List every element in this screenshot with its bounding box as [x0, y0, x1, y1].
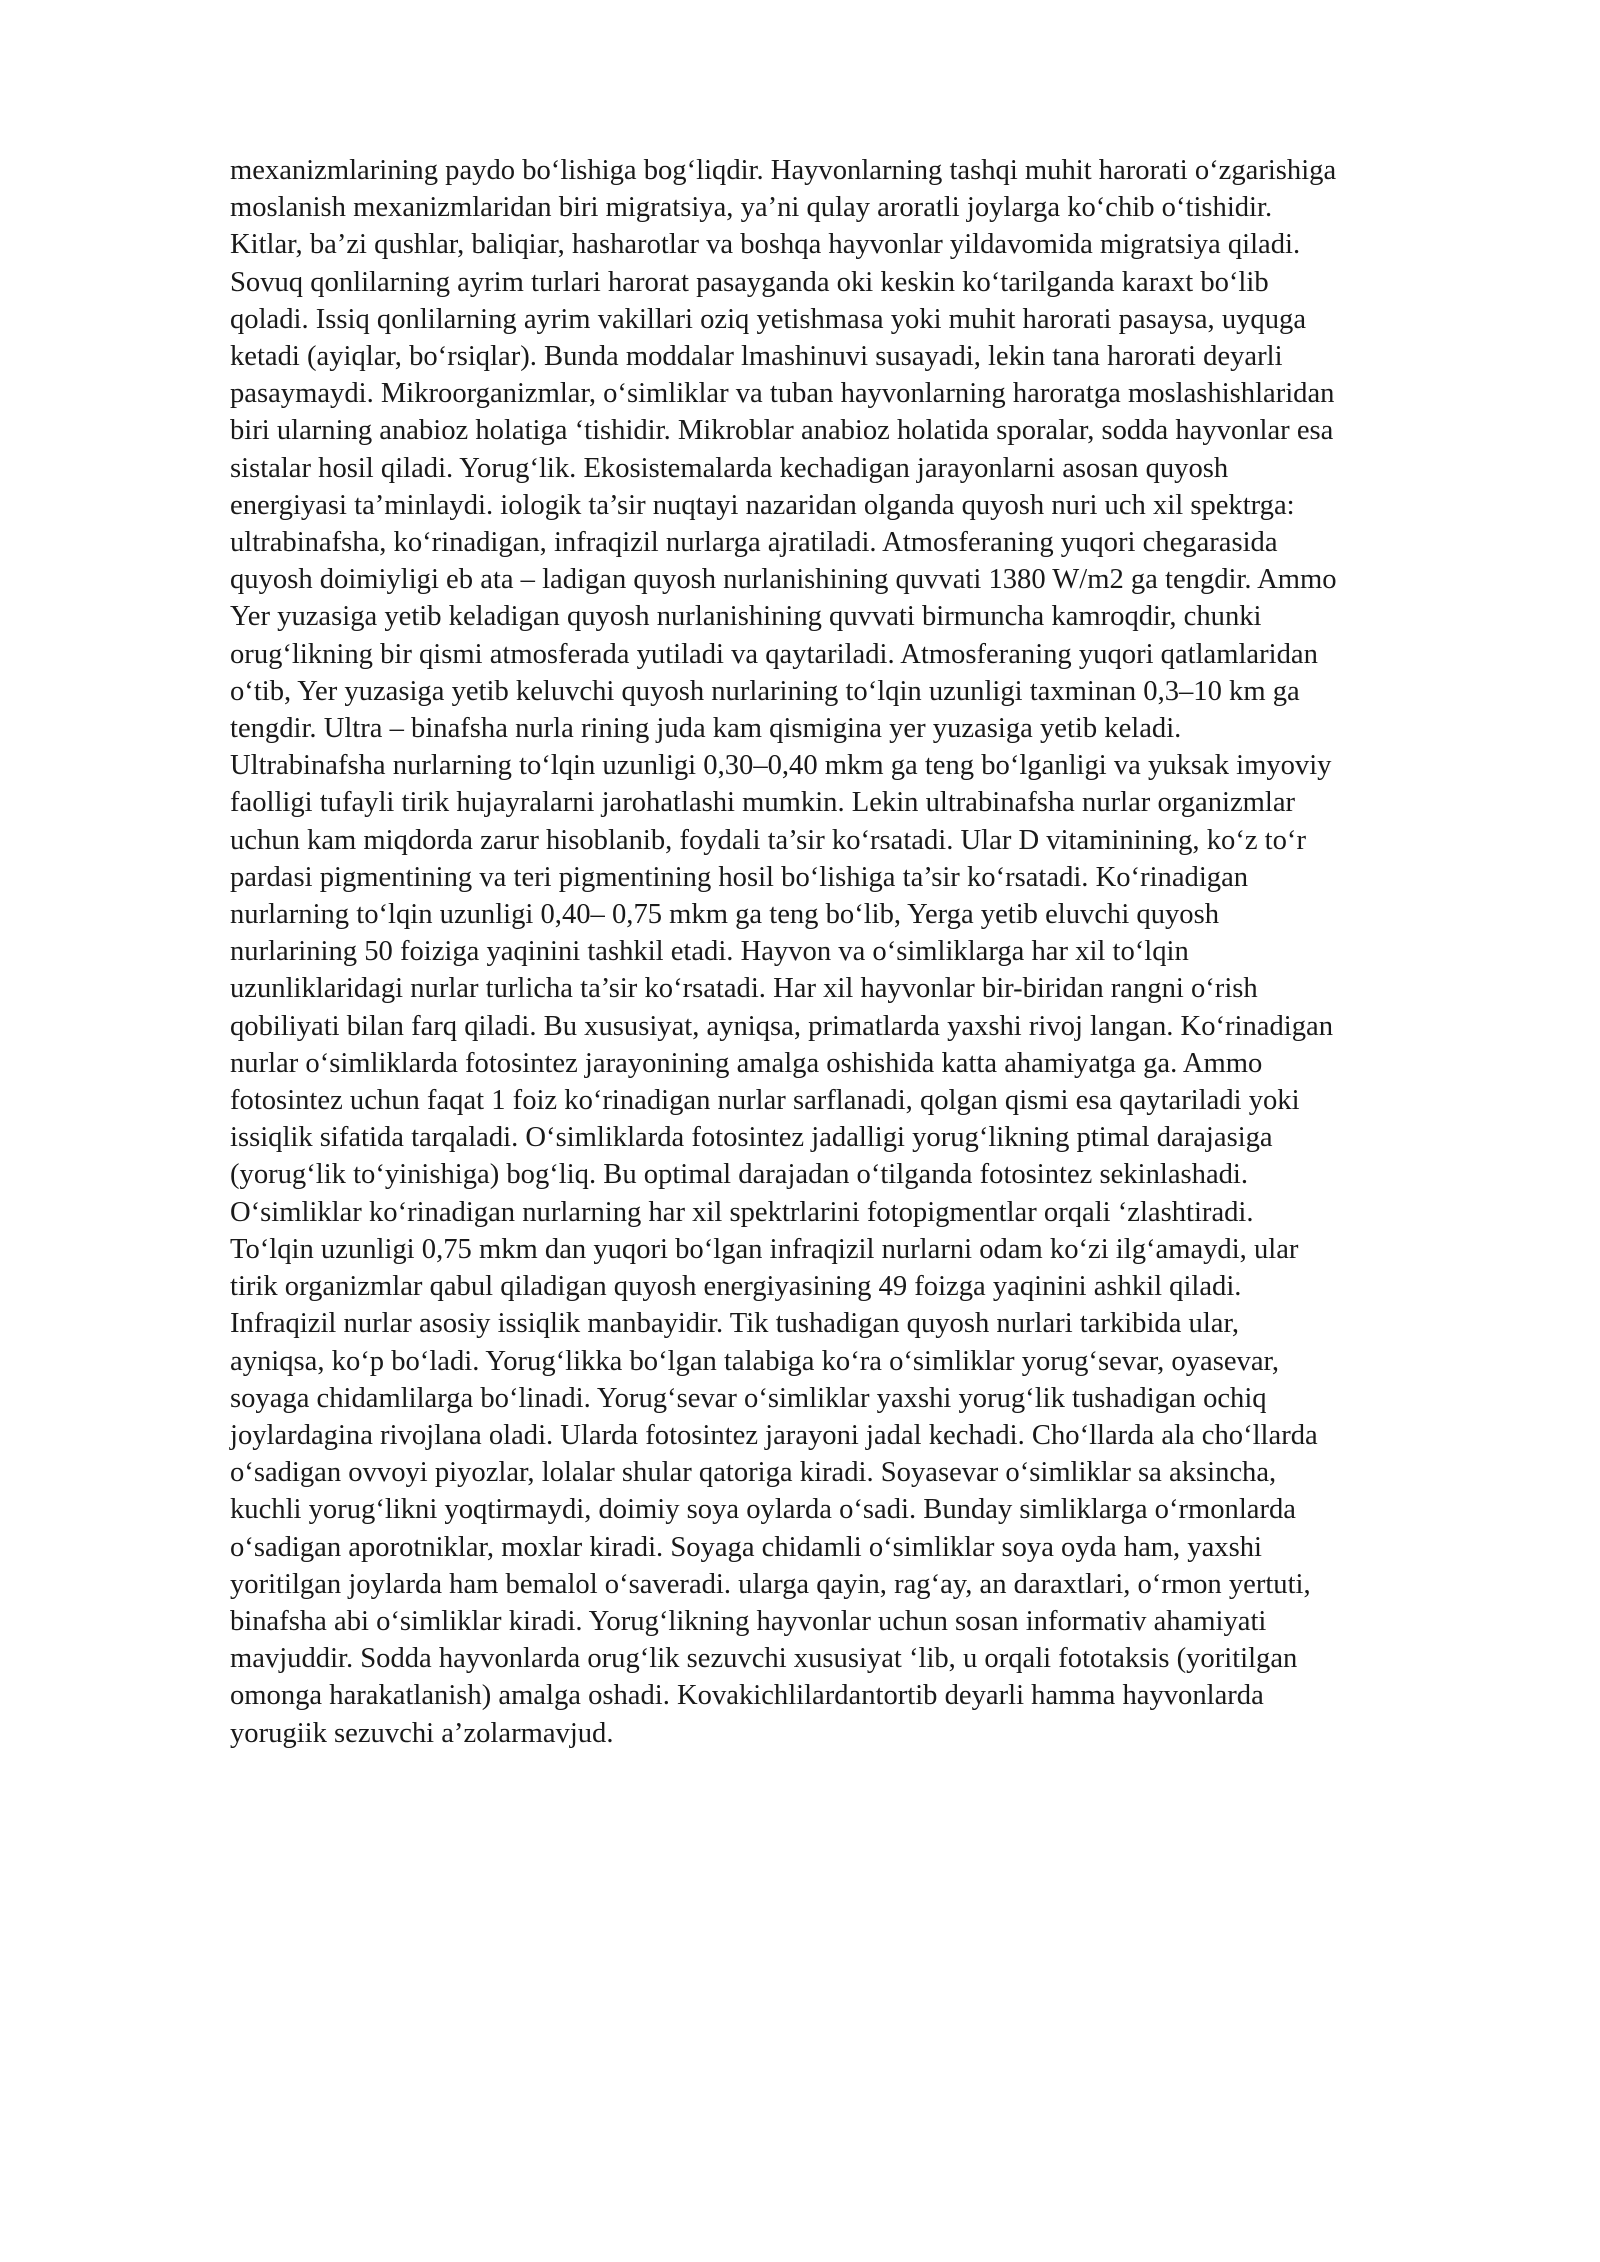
text-line: uchun kam miqdorda zarur hisoblanib, foydali ta’sir ko‘rsatadi. Ular D vitaminining, ko‘z to‘r	[230, 824, 1306, 856]
text-line: uzunliklaridagi nurlar turlicha ta’sir ko‘rsatadi. Har xil hayvonlar bir-biridan rangni o‘rish	[230, 973, 1258, 1005]
text-line: To‘lqin uzunligi 0,75 mkm dan yuqori bo‘lgan infraqizil nurlarni odam ko‘zi ilg‘amaydi, ular	[230, 1233, 1299, 1265]
text-line: energiyasi ta’minlaydi. iologik ta’sir nuqtayi nazaridan olganda quyosh nuri uch xil spektrga:	[230, 489, 1295, 521]
text-line: yoritilgan joylarda ham bemalol o‘saveradi. ularga qayin, rag‘ay, an daraxtlari, o‘rmon yertuti,	[230, 1568, 1311, 1600]
text-line: biri ularning anabioz holatiga ‘tishidir. Mikroblar anabioz holatida sporalar, sodda hayvonlar esa	[230, 415, 1334, 447]
text-line: Yer yuzasiga yetib keladigan quyosh nurlanishining quvvati birmuncha kamroqdir, chunki	[230, 601, 1262, 633]
body-paragraph	[230, 152, 1490, 1752]
text-line: o‘sadigan ovvoyi piyozlar, lolalar shular qatoriga kiradi. Soyasevar o‘simliklar sa aksincha,	[230, 1457, 1277, 1489]
text-line: kuchli yorug‘likni yoqtirmaydi, doimiy soya oylarda o‘sadi. Bunday simliklarga o‘rmonlarda	[230, 1494, 1296, 1526]
text-line: issiqlik sifatida tarqaladi. O‘simliklarda fotosintez jadalligi yorug‘likning ptimal darajasiga	[230, 1122, 1273, 1154]
text-line: qobiliyati bilan farq qiladi. Bu xususiyat, ayniqsa, primatlarda yaxshi rivoj langan. Ko‘rinadigan	[230, 1010, 1333, 1042]
text-line: binafsha abi o‘simliklar kiradi. Yorug‘likning hayvonlar uchun sosan informativ ahamiyati	[230, 1605, 1267, 1637]
text-line: orug‘likning bir qismi atmosferada yutiladi va qaytariladi. Atmosferaning yuqori qatlamlaridan	[230, 638, 1318, 670]
text-line: Infraqizil nurlar asosiy issiqlik manbayidir. Tik tushadigan quyosh nurlari tarkibida ular,	[230, 1308, 1240, 1340]
text-line: pasaymaydi. Mikroorganizmlar, o‘simliklar va tuban hayvonlarning haroratga moslashishlaridan	[230, 378, 1335, 410]
text-line: mavjuddir. Sodda hayvonlarda orug‘lik sezuvchi xususiyat ‘lib, u orqali fototaksis (yoritilgan	[230, 1643, 1298, 1675]
text-line: tengdir. Ultra – binafsha nurla rining juda kam qismigina yer yuzasiga yetib keladi.	[230, 713, 1182, 745]
text-line: nurlarning to‘lqin uzunligi 0,40– 0,75 mkm ga teng bo‘lib, Yerga yetib eluvchi quyosh	[230, 899, 1220, 931]
text-line: omonga harakatlanish) amalga oshadi. Kovakichlilardantortib deyarli hamma hayvonlarda	[230, 1680, 1264, 1712]
text-line: quyosh doimiyligi eb ata – ladigan quyosh nurlanishining quvvati 1380 W/m2 ga tengdir. Ammo	[230, 564, 1337, 596]
text-line: O‘simliklar ko‘rinadigan nurlarning har xil spektrlarini fotopigmentlar orqali ‘zlashtiradi.	[230, 1196, 1254, 1228]
text-line: Ultrabinafsha nurlarning to‘lqin uzunligi 0,30–0,40 mkm ga teng bo‘lganligi va yuksak imyoviy	[230, 750, 1332, 782]
text-line: sistalar hosil qiladi. Yorug‘lik. Ekosistemalarda kechadigan jarayonlarni asosan quyosh	[230, 452, 1229, 484]
text-line: joylardagina rivojlana oladi. Ularda fotosintez jarayoni jadal kechadi. Cho‘llarda ala cho‘llarda	[230, 1419, 1318, 1451]
text-line: qoladi. Issiq qonlilarning ayrim vakillari oziq yetishmasa yoki muhit harorati pasaysa, uyquga	[230, 303, 1307, 335]
text-line: Kitlar, ba’zi qushlar, baliqiar, hasharotlar va boshqa hayvonlar yildavomida migratsiya qiladi.	[230, 229, 1301, 261]
text-line: nurlarining 50 foiziga yaqinini tashkil etadi. Hayvon va o‘simliklarga har xil to‘lqin	[230, 936, 1189, 968]
text-line: faolligi tufayli tirik hujayralarni jarohatlashi mumkin. Lekin ultrabinafsha nurlar organizmlar	[230, 787, 1296, 819]
text-line: soyaga chidamlilarga bo‘linadi. Yorug‘sevar o‘simliklar yaxshi yorug‘lik tushadigan ochiq	[230, 1382, 1267, 1414]
text-line: tirik organizmlar qabul qiladigan quyosh energiyasining 49 foizga yaqinini ashkil qiladi.	[230, 1271, 1242, 1303]
text-line: pardasi pigmentining va teri pigmentining hosil bo‘lishiga ta’sir ko‘rsatadi. Ko‘rinadigan	[230, 861, 1249, 893]
text-line: ultrabinafsha, ko‘rinadigan, infraqizil nurlarga ajratiladi. Atmosferaning yuqori chegarasida	[230, 527, 1278, 559]
text-line: ketadi (ayiqlar, bo‘rsiqlar). Bunda moddalar lmashinuvi susayadi, lekin tana harorati deyarli	[230, 341, 1283, 373]
text-line: mexanizmlarining paydo bo‘lishiga bog‘liqdir. Hayvonlarning tashqi muhit harorati o‘zgarishiga	[230, 155, 1337, 186]
text-line: nurlar o‘simliklarda fotosintez jarayonining amalga oshishida katta ahamiyatga ga. Ammo	[230, 1047, 1263, 1079]
text-line: fotosintez uchun faqat 1 foiz ko‘rinadigan nurlar sarflanadi, qolgan qismi esa qaytariladi yoki	[230, 1085, 1300, 1117]
text-line: o‘sadigan aporotniklar, moxlar kiradi. Soyaga chidamli o‘simliklar soya oyda ham, yaxshi	[230, 1531, 1262, 1563]
text-line: (yorug‘lik to‘yinishiga) bog‘liq. Bu optimal darajadan o‘tilganda fotosintez sekinlashadi.	[230, 1159, 1249, 1191]
text-line: yorugiik sezuvchi a’zolarmavjud.	[230, 1717, 614, 1749]
text-line: o‘tib, Yer yuzasiga yetib keluvchi quyosh nurlarining to‘lqin uzunligi taxminan 0,3–10 km ga	[230, 675, 1300, 707]
text-line: Sovuq qonlilarning ayrim turlari harorat pasayganda oki keskin ko‘tarilganda karaxt bo‘lib	[230, 266, 1269, 298]
text-line: ayniqsa, ko‘p bo‘ladi. Yorug‘likka bo‘lgan talabiga ko‘ra o‘simliklar yorug‘sevar, oyasevar,	[230, 1345, 1280, 1377]
text-line: moslanish mexanizmlaridan biri migratsiya, ya’ni qulay aroratli joylarga ko‘chib o‘tishidir.	[230, 192, 1273, 224]
